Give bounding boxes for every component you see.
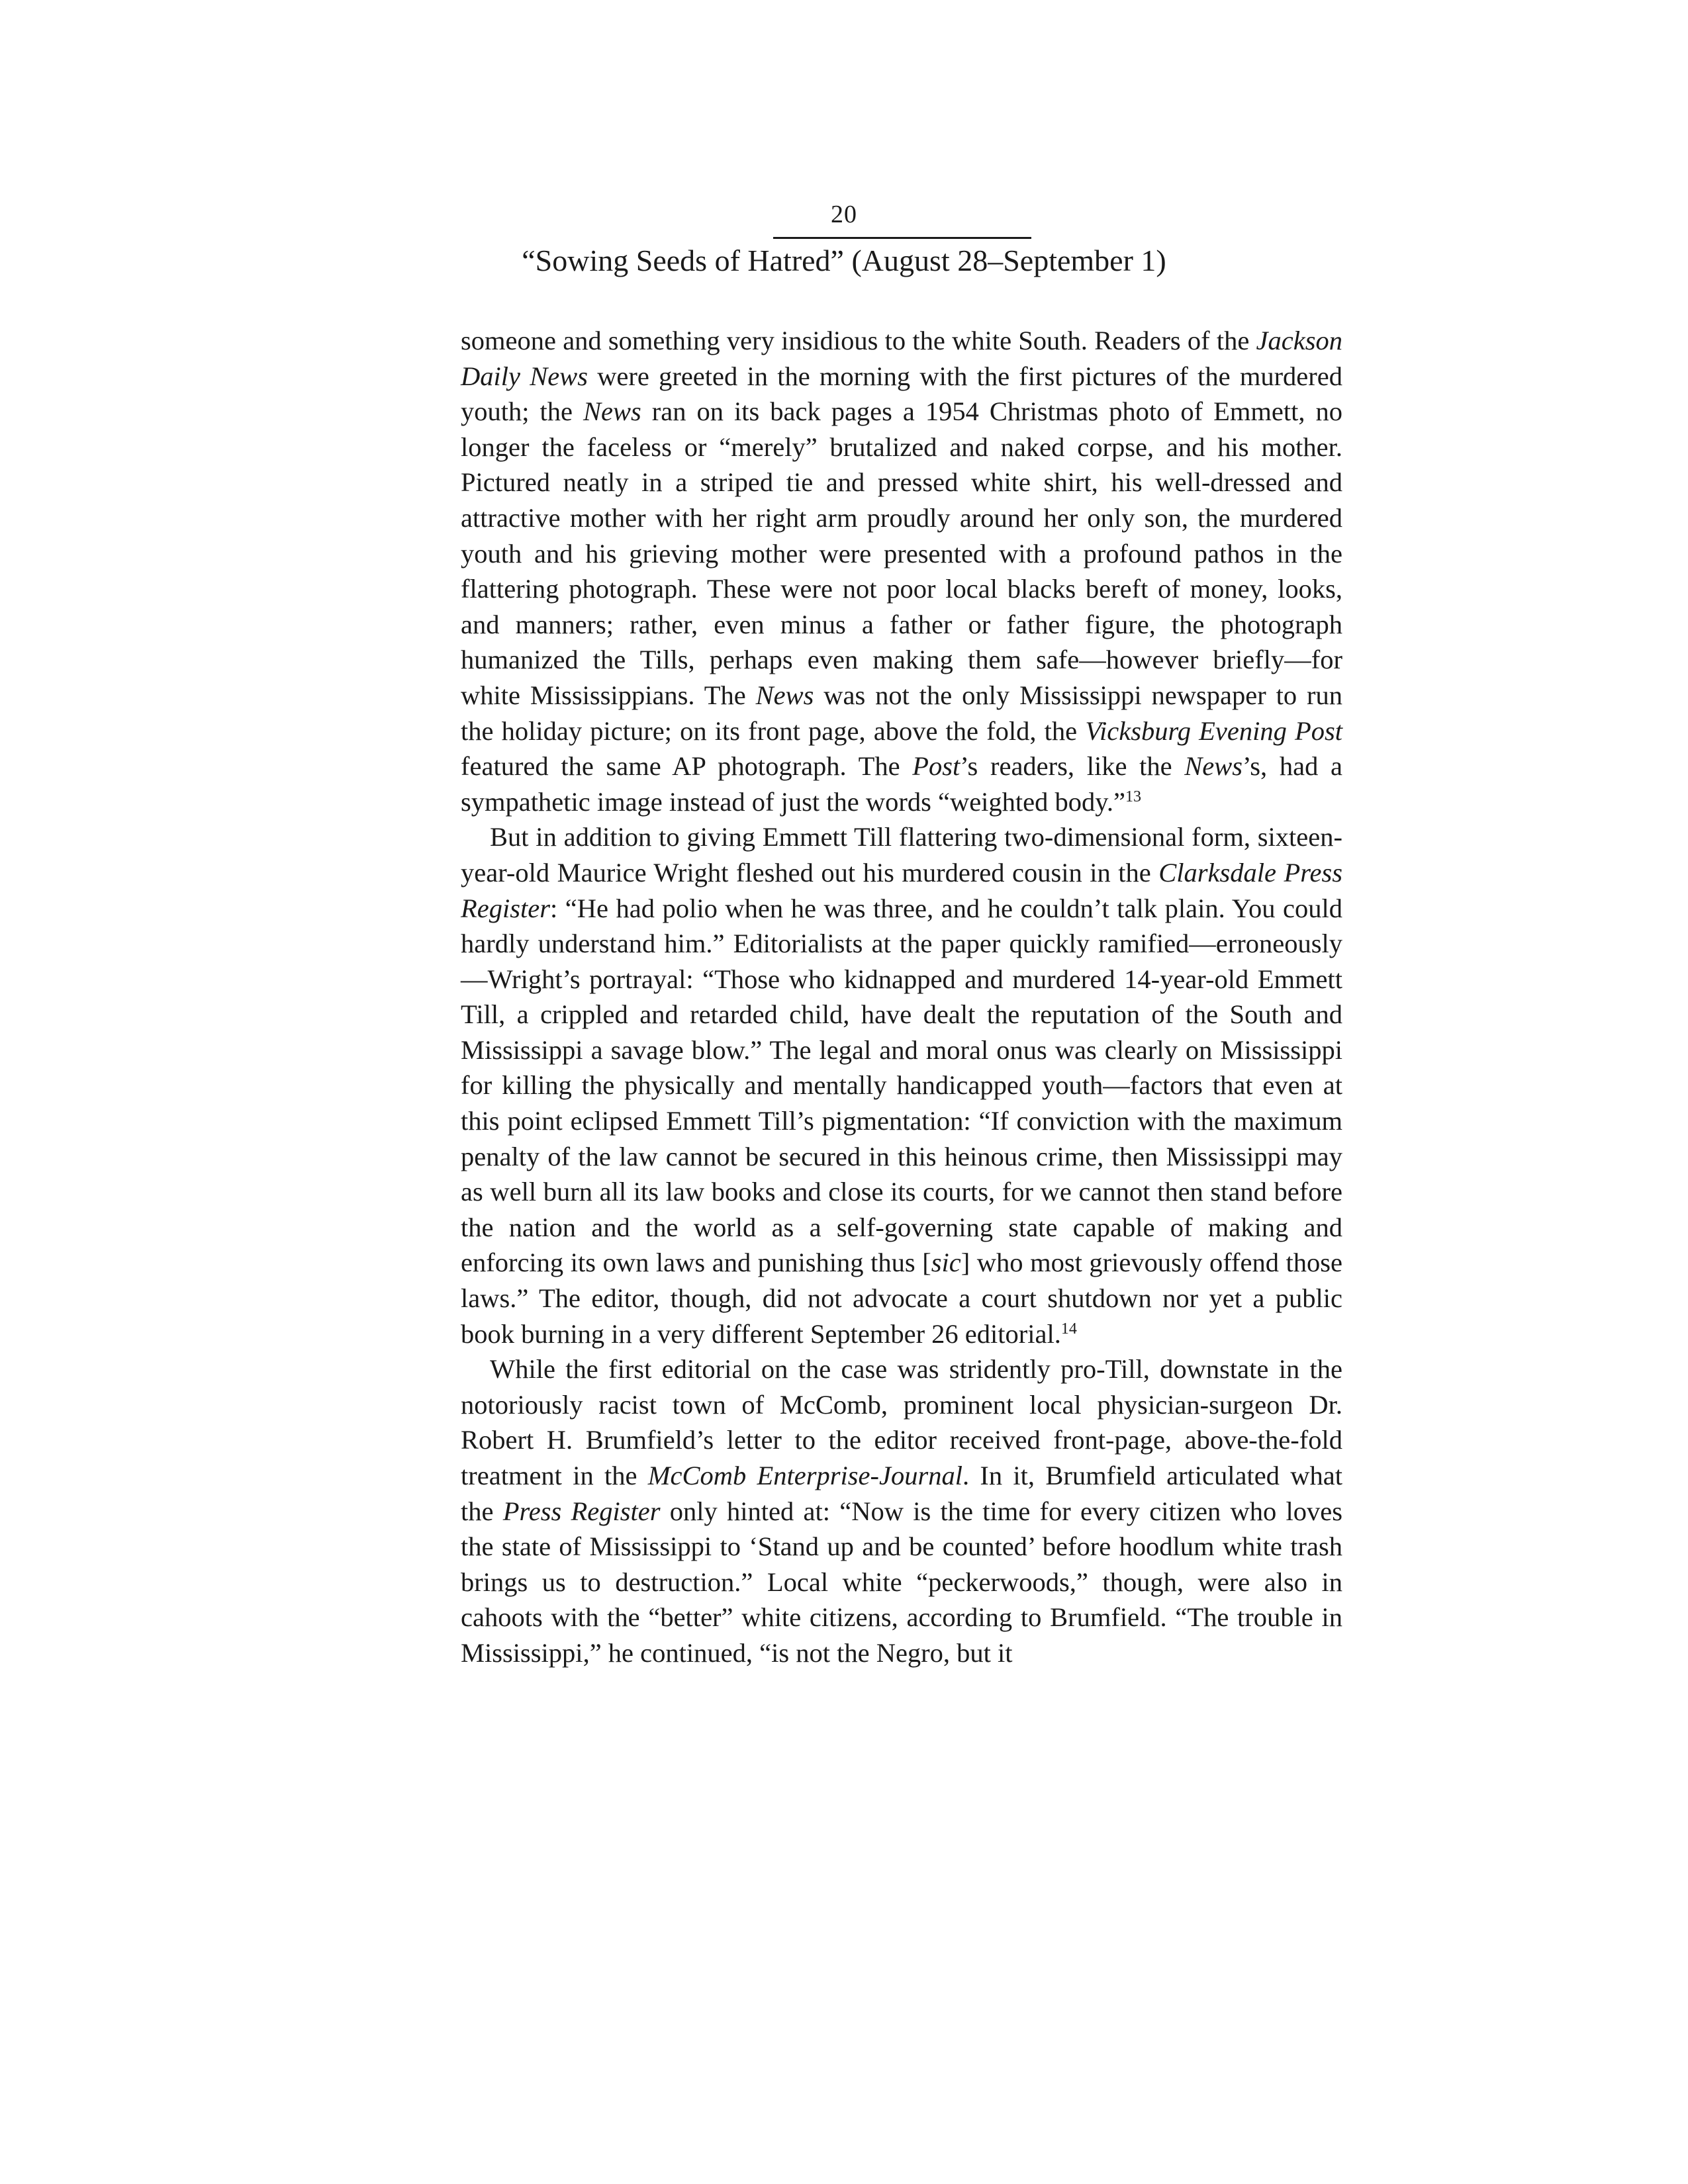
running-head: “Sowing Seeds of Hatred” (August 28–September 1) <box>522 244 1166 277</box>
sic-annotation: sic <box>931 1248 961 1278</box>
footnote-marker: 14 <box>1060 1320 1077 1338</box>
body-text <box>461 323 1342 1671</box>
footnote-marker: 13 <box>1125 788 1141 805</box>
text-run: But in addition to giving Emmett Till flattering two-dimensional form, sixteen-year-old Maurice Wright fleshed out his murdered cousin in the <box>461 822 1342 887</box>
publication-title: News <box>583 396 641 427</box>
publication-title: Vicksburg Evening Post <box>1085 715 1342 746</box>
text-run: ran on its back pages a 1954 Christmas photo of Emmett, no longer the faceless or “merely” brutalized and naked corpse, and his mother. Pictured neatly in a striped tie and pressed white shirt, his well-dressed and attractive mother with her right arm proudly around her only son, the murdered youth and his grieving mother were presented with a profound pathos in the flattering photograph. These were not poor local blacks bereft of money, looks, and manners; rather, even minus a father or father figure, the photograph humanized the Tills, perhaps even making them safe—however briefly—for white Mississippians. The <box>461 396 1343 710</box>
publication-title: Post <box>912 751 961 782</box>
text-run: featured the same AP photograph. The <box>461 751 913 782</box>
text-run: : “He had polio when he was three, and he couldn’t talk plain. You could hardly understand him.” Editorialists at the paper quickly ramified—erroneously—Wright’s portrayal: “Those who kidnapped and murdered 14-year-old Emmett Till, a crippled and retarded child, have dealt the reputation of the South and Mississippi a savage blow.” The legal and moral onus was clearly on Mississippi for killing the physically and mentally handicapped youth—factors that even at this point eclipsed Emmett Till’s pigmentation: “If conviction with the maximum penalty of the law cannot be secured in this heinous crime, then Mississippi may as well burn all its law books and close its courts, for we cannot then stand before the nation and the world as a self-governing state capable of making and enforcing its own laws and punishing thus [ <box>461 893 1342 1278</box>
text-run: While the first editorial on the case was stridently pro-Till, downstate in the notoriously racist town of McComb, prominent local physician-surgeon Dr. Robert H. Brumfield’s letter to the editor received front-page, above-the-fold treatment in the <box>461 1354 1342 1490</box>
publication-title: News <box>755 680 814 710</box>
text-run: ’s, had a sympathetic image instead of just the words “weighted body.” <box>461 751 1342 817</box>
text-run: ] who most grievously offend those laws.” The editor, though, did not advocate a court shutdown nor yet a public book burning in a very different September 26 editorial. <box>461 1248 1343 1349</box>
publication-title: News <box>1184 751 1243 782</box>
text-run: was not the only Mississippi newspaper to run the holiday picture; on its front page, above the fold, the <box>461 680 1342 746</box>
text-run: were greeted in the morning with the first pictures of the murdered youth; the <box>461 361 1342 427</box>
header-rule <box>773 237 1031 239</box>
publication-title: Jackson Daily News <box>461 326 1342 391</box>
publication-title: McComb Enterprise-Journal <box>647 1461 962 1490</box>
page-number: 20 <box>831 201 857 228</box>
text-run: someone and something very insidious to the white South. Readers of the <box>461 326 1256 355</box>
paragraph-1 <box>461 323 1342 819</box>
text-run: only hinted at: “Now is the time for every citizen who loves the state of Mississippi to ‘Stand up and be counted’ before hoodlum white trash brings us to destruction.” Local white “peckerwoods,” though, were also in cahoots with the “better” white citizens, according to Brumfield. “The trouble in Mississippi,” he continued, “is not the Negro, but it <box>461 1496 1342 1668</box>
paragraph-2 <box>461 819 1342 1351</box>
text-run: ’s readers, like the <box>960 751 1185 782</box>
publication-title: Clarksdale Press Register <box>461 857 1342 923</box>
paragraph-3 <box>461 1351 1342 1670</box>
publication-title: Press Register <box>502 1496 661 1526</box>
text-run: . In it, Brumfield articulated what the <box>461 1461 1342 1526</box>
